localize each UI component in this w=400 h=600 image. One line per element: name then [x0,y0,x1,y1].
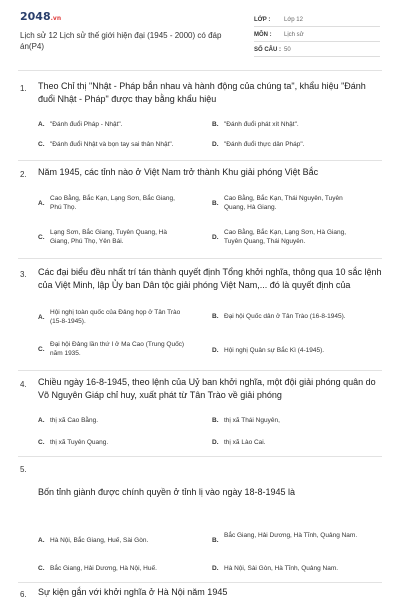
option-text: "Đánh đuổi Nhật và bọn tay sai thân Nhật". [50,141,174,148]
option-label: B. [212,200,219,207]
question-text: Bốn tỉnh giành được chính quyền ở tỉnh lị vào ngày 18-8-1945 là [38,487,295,497]
option-text: Cao Bằng, Bắc Kạn, Lạng Sơn, Bắc Giang, Phú Thọ. [50,195,175,211]
logo-text: 2048 [20,10,51,23]
option-text: Bắc Giang, Hải Dương, Hà Nội, Huế. [50,565,157,572]
option-text: thị xã Thái Nguyên, [224,417,280,424]
site-logo[interactable] [20,10,61,23]
divider [18,160,382,161]
question-number: 1. [20,84,27,93]
question-number: 4. [20,380,27,389]
divider [18,258,382,259]
option-label: C. [38,565,45,572]
option-text: thị xã Lào Cai. [224,439,266,446]
question-text: Sự kiện gắn với khởi nghĩa ở Hà Nội năm 1945 [38,587,228,597]
question-text: Năm 1945, các tỉnh nào ở Việt Nam trở thành Khu giải phóng Việt Bắc [38,167,319,177]
question-text: Chiều ngày 16-8-1945, theo lệnh của Uỷ ban khởi nghĩa, một đội giải phóng quân do Võ Nguyên Giáp chỉ huy, xuất phát từ Tân Trào về giải phóng [38,377,376,400]
meta-label: LỚP : [254,17,271,23]
meta-label: MÔN : [254,32,272,38]
divider [18,370,382,371]
option-text: "Đánh đuổi thực dân Pháp". [224,141,305,148]
option-label: C. [38,141,45,148]
option-text: "Đánh đuổi Pháp - Nhật". [50,121,123,128]
option-text: Cao Bằng, Bắc Kạn, Thái Nguyên, Tuyên Quang, Hà Giang. [224,195,343,211]
option-label: B. [212,313,219,320]
question-number: 5. [20,465,27,474]
option-label: B. [212,537,219,544]
option-text: "Đánh đuổi phát xít Nhật". [224,121,299,128]
meta-row-class [254,14,380,27]
meta-value: Lớp 12 [284,17,303,23]
option-label: D. [212,439,219,446]
meta-value: Lịch sử [284,32,304,38]
question-number: 3. [20,270,27,279]
option-label: D. [212,347,219,354]
meta-value: 50 [284,47,291,53]
option-label: D. [212,141,219,148]
meta-row-count [254,44,380,57]
option-label: C. [38,234,45,241]
divider [18,70,382,71]
option-text: Bắc Giang, Hải Dương, Hà Tĩnh, Quảng Nam. [224,532,358,539]
question-number: 2. [20,170,27,179]
meta-label: SỐ CÂU : [254,47,281,53]
option-label: A. [38,314,45,321]
option-label: D. [212,565,219,572]
option-text: Hà Nội, Bắc Giang, Huế, Sài Gòn. [50,537,149,544]
option-label: A. [38,200,45,207]
option-label: B. [212,417,219,424]
option-text: Hội nghị Quân sự Bắc Kì (4-1945). [224,347,325,354]
page-title: Lịch sử 12 Lịch sử thế giới hiện đại (1945 - 2000) có đáp án(P4) [20,31,222,51]
option-text: Đại hội Quốc dân ở Tân Trào (16-8-1945). [224,313,346,320]
option-text: thị xã Cao Bằng. [50,417,99,424]
option-label: C. [38,439,45,446]
option-label: A. [38,537,45,544]
option-label: B. [212,121,219,128]
logo-suffix: .vn [50,15,62,22]
question-number: 6. [20,590,27,599]
question-text: Các đại biểu đều nhất trí tán thành quyết định Tổng khởi nghĩa, thông qua 10 sắc lệnh của Việt Minh, lập Ủy ban Dân tộc giải phóng Việt Nam,... đó là quyết định của [38,267,382,290]
option-text: thị xã Tuyên Quang. [50,439,109,446]
divider [18,456,382,457]
option-text: Đại hội Đảng lần thứ I ở Ma Cao (Trung Quốc) năm 1935. [50,341,185,357]
option-label: C. [38,346,45,353]
option-label: A. [38,417,45,424]
option-text: Hà Nội, Sài Gòn, Hà Tĩnh, Quảng Nam. [224,565,339,572]
option-text: Hội nghị toàn quốc của Đảng họp ở Tân Trào (15-8-1945). [50,309,181,325]
option-text: Cao Bằng, Bắc Kạn, Lạng Sơn, Hà Giang, Tuyên Quang, Thái Nguyên. [224,229,347,245]
option-label: A. [38,121,45,128]
option-text: Lạng Sơn, Bắc Giang, Tuyên Quang, Hà Giang, Phú Thọ, Yên Bái. [50,229,168,245]
question-text: Theo Chỉ thị "Nhật - Pháp bắn nhau và hành động của chúng ta", khẩu hiệu "Đánh đuổi Nhật - Pháp" được thay bằng khẩu hiệu [38,81,366,104]
document-header [0,0,400,70]
option-label: D. [212,234,219,241]
divider [18,582,382,583]
meta-row-subject [254,29,380,42]
